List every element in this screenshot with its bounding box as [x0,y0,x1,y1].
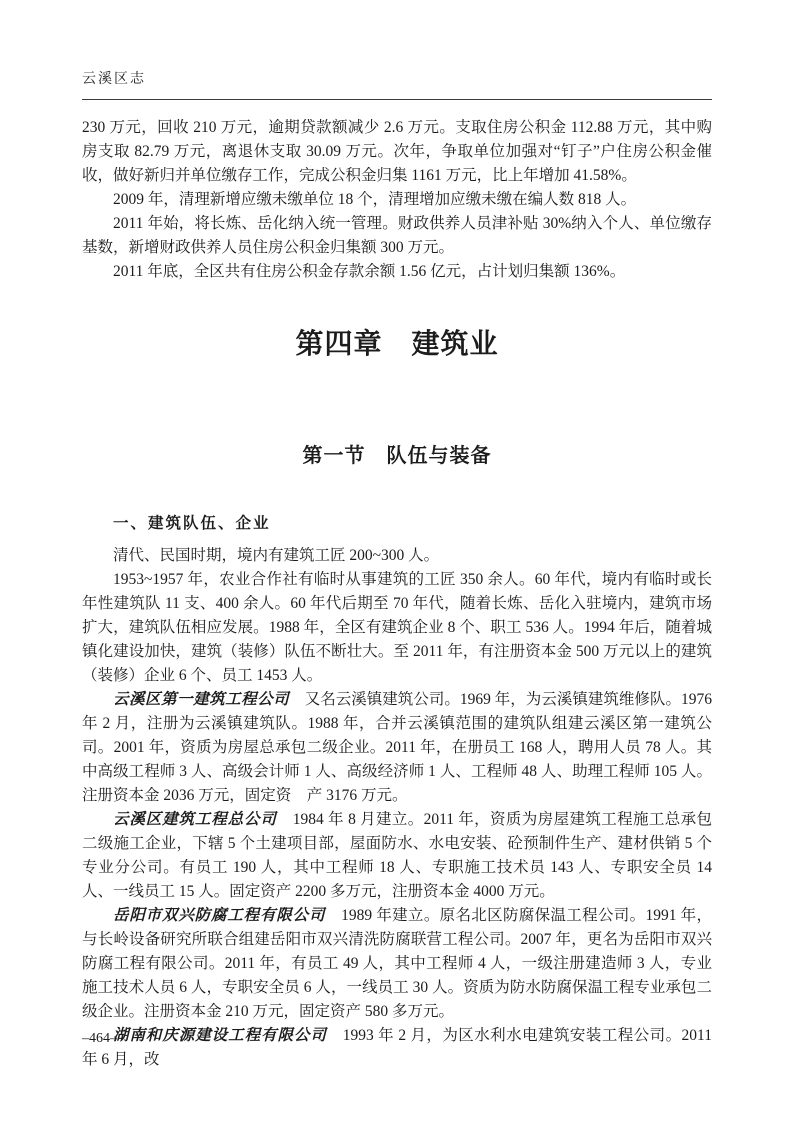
company-name: 岳阳市双兴防腐工程有限公司 [113,907,326,924]
page-content [82,116,712,1072]
company-paragraph [82,904,712,1024]
book-title: 云溪区志 [82,70,146,86]
paragraph: 2009 年，清理新增应缴未缴单位 18 个，清理增加应缴未缴在编人数 818 人。 [113,191,637,208]
running-header [82,68,712,100]
company-paragraph [82,688,712,808]
company-description: 1993 年 2 月，为区水利水电建筑安装工程公司。2011 年 6 月，改 [82,1027,712,1068]
company-description: 1989 年建立。原名北区防腐保温工程公司。1991 年，与长岭设备研究所联合组建岳阳市双兴清洗防腐联营工程公司。2007 年，更名为岳阳市双兴防腐工程有限公司。2011 年，有员工 49 人，其中工程师 4 人，一级注册建造师 3 人，专业施工技术人员 6 人，专职安全员 6 人，一线员工 30 人。资质为防水防腐保温工程专业承包二级企业。注册资本金 210 万元，固定资产 580 多万元。 [82,907,712,1020]
chapter-heading: 第四章 建筑业 [295,329,499,360]
company-paragraph [82,1024,712,1072]
company-paragraph [82,808,712,904]
paragraph: 1953~1957 年，农业合作社有临时从事建筑的工匠 350 余人。60 年代，境内有临时或长年性建筑队 11 支、400 余人。60 年代后期至 70 年代，随着长炼、岳化入驻境内，建筑市场扩大，建筑队伍相应发展。1988 年，全区有建筑企业 8 个、职工 536 人。1994 年后，随着城镇化建设加快，建筑（装修）队伍不断壮大。至 2011 年，有注册资本金 500 万元以上的建筑（装修）企业 6 个、员工 1453 人。 [82,571,712,684]
company-description: 1984 年 8 月建立。2011 年，资质为房屋建筑工程施工总承包二级施工企业，下辖 5 个土建项目部，屋面防水、水电安装、砼预制件生产、建材供销 5 个专业分公司。有员工 190 人，其中工程师 18 人、专职施工技术员 143 人、专职安全员 14 人、一线员工 15 人。固定资产 2200 多万元，注册资本金 4000 万元。 [82,811,712,900]
paragraph: 2011 年始，将长炼、岳化纳入统一管理。财政供养人员津补贴 30%纳入个人、单位缴存基数，新增财政供养人员住房公积金归集额 300 万元。 [82,215,712,256]
subsection-heading: 一、建筑队伍、企业 [113,515,271,532]
section-heading: 第一节 队伍与装备 [302,445,492,467]
company-description: 又名云溪镇建筑公司。1969 年，为云溪镇建筑维修队。1976 年 2 月，注册为云溪镇建筑队。1988 年，合并云溪镇范围的建筑队组建云溪区第一建筑公司。2001 年，资质为房屋总承包二级企业。2011 年，在册员工 168 人，聘用人员 78 人。其中高级工程师 3 人、高级会计师 1 人、高级经济师 1 人、工程师 48 人、助理工程师 105 人。注册资本金 2036 万元，固定资 产 3176 万元。 [82,691,712,804]
paragraph-continuation: 230 万元，回收 210 万元，逾期贷款额减少 2.6 万元。支取住房公积金 112.88 万元，其中购房支取 82.79 万元，离退休支取 30.09 万元。次年，争取单位加强对“钉子”户住房公积金催收，做好新归并单位缴存工作，完成公积金归集 1161 万元，比上年增加 41.58%。 [82,119,712,184]
page-footer [82,1031,117,1047]
page-number: –464– [82,1031,117,1046]
company-name: 湖南和庆源建设工程有限公司 [113,1027,327,1044]
paragraph: 清代、民国时期，境内有建筑工匠 200~300 人。 [113,547,440,564]
company-name: 云溪区建筑工程总公司 [113,811,277,828]
company-name: 云溪区第一建筑工程公司 [113,691,290,708]
paragraph: 2011 年底，全区共有住房公积金存款余额 1.56 亿元，占计划归集额 136%。 [113,263,626,280]
